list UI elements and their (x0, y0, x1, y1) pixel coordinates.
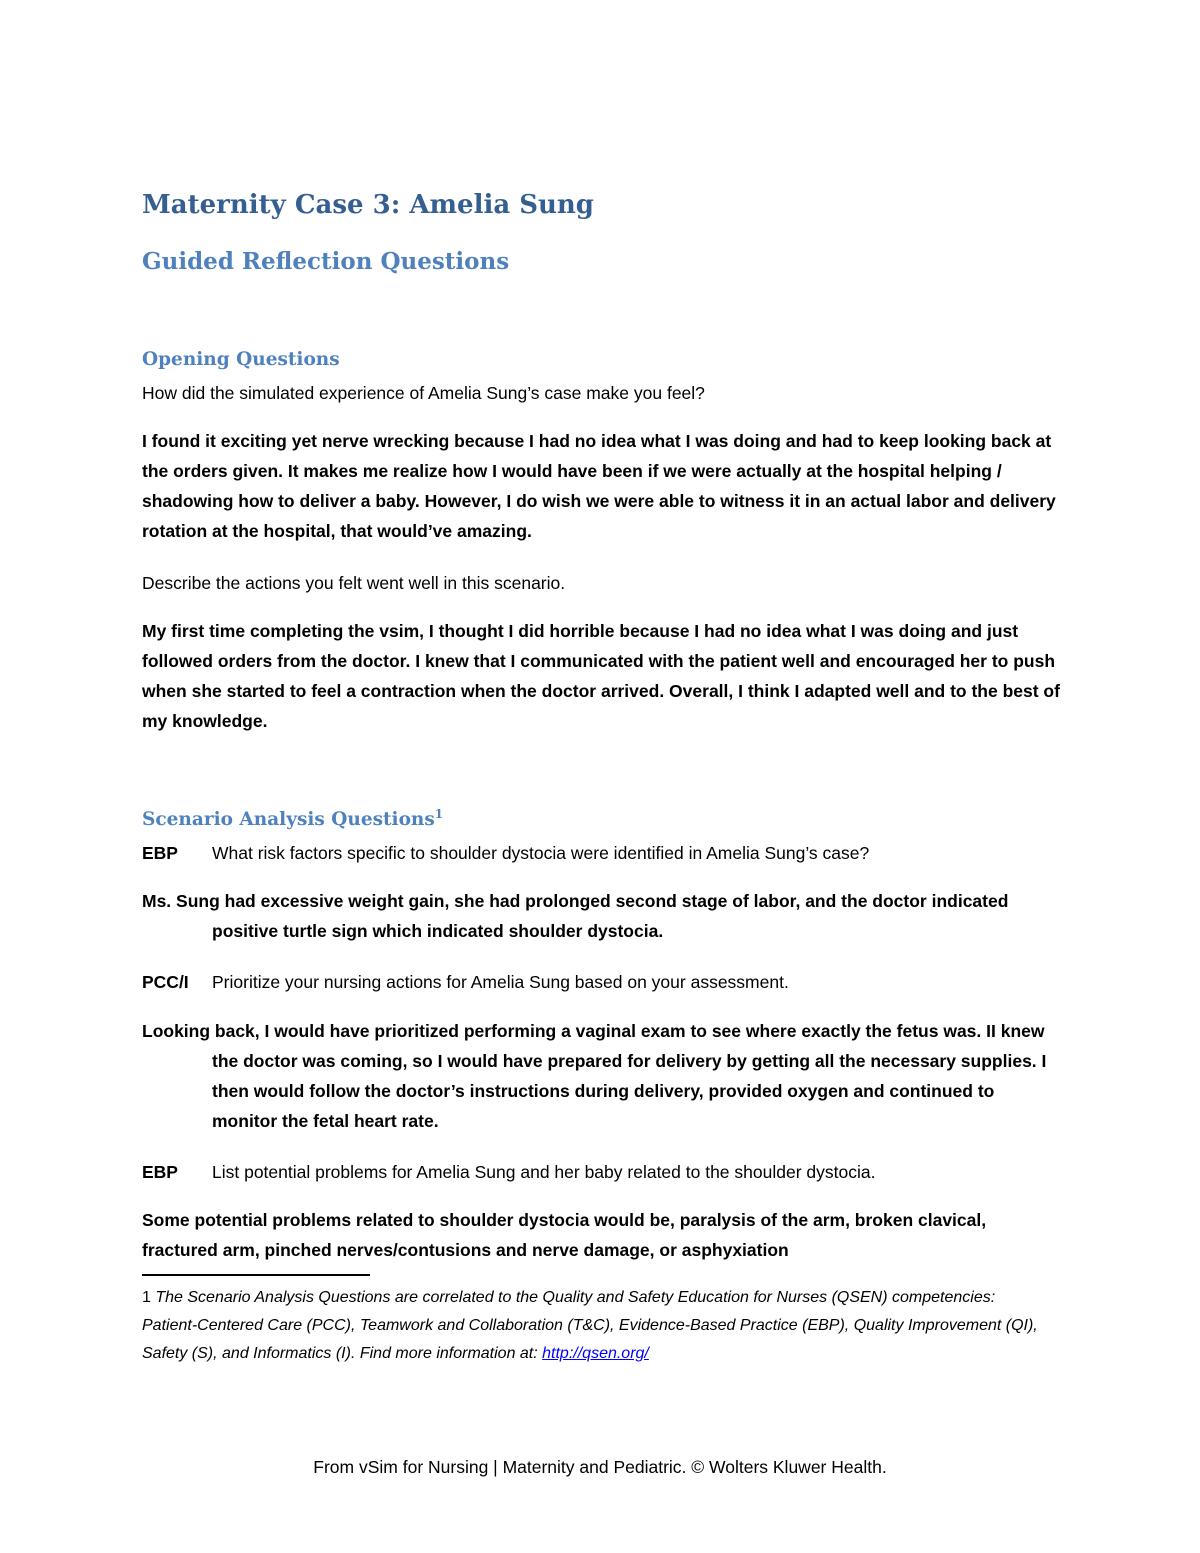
scenario-question-3 (142, 1157, 1062, 1187)
scenario-answer-1: Ms. Sung had excessive weight gain, she had prolonged second stage of labor, and the doctor indicated positive turtle sign which indicated shoulder dystocia. (142, 891, 1009, 941)
qsen-link[interactable]: http://qsen.org/ (542, 1345, 649, 1362)
footnote-number: 1 (142, 1289, 151, 1306)
document-subtitle: Guided Reflection Questions (142, 248, 510, 275)
competency-tag: EBP (142, 843, 178, 863)
scenario-question-2 (142, 967, 1062, 997)
scenario-answer-2: Looking back, I would have prioritized performing a vaginal exam to see where exactly the fetus was. II knew the doctor was coming, so I would have prepared for delivery by getting all the necessary supplies. I then would follow the doctor’s instructions during delivery, provided oxygen and continued to monitor the fetal heart rate. (142, 1021, 1047, 1131)
page-footer: From vSim for Nursing | Maternity and Pediatric. © Wolters Kluwer Health. (313, 1457, 887, 1477)
document-title: Maternity Case 3: Amelia Sung (142, 190, 594, 220)
scenario-analysis-heading (142, 806, 444, 830)
competency-tag: PCC/I (142, 972, 189, 992)
question-text: Prioritize your nursing actions for Amelia Sung based on your assessment. (212, 972, 789, 992)
competency-tag: EBP (142, 1162, 178, 1182)
opening-answer-2: My first time completing the vsim, I thought I did horrible because I had no idea what I was doing and just followed orders from the doctor. I knew that I communicated with the patient well and encouraged her to push when she started to feel a contraction when the doctor arrived. Overall, I think I adapted well and to the best of my knowledge. (142, 621, 1060, 731)
scenario-answer-3: Some potential problems related to shoulder dystocia would be, paralysis of the arm, broken clavical, fractured arm, pinched nerves/contusions and nerve damage, or asphyxiation (142, 1210, 987, 1260)
opening-answer-1: I found it exciting yet nerve wrecking because I had no idea what I was doing and had to keep looking back at the orders given. It makes me realize how I would have been if we were actually at the hospital helping / shadowing how to deliver a baby. However, I do wish we were able to witness it in an actual labor and delivery rotation at the hospital, that would’ve amazing. (142, 431, 1056, 541)
scenario-question-1 (142, 838, 1062, 868)
scenario-heading-text: Scenario Analysis Questions (142, 809, 435, 830)
question-text: What risk factors specific to shoulder dystocia were identified in Amelia Sung’s case? (212, 843, 870, 863)
question-text: List potential problems for Amelia Sung and her baby related to the shoulder dystocia. (212, 1162, 876, 1182)
footnote-separator (142, 1274, 370, 1276)
opening-question-2: Describe the actions you felt went well in this scenario. (142, 573, 566, 593)
footnote (142, 1284, 1042, 1368)
footnote-text: The Scenario Analysis Questions are correlated to the Quality and Safety Education for Nurses (QSEN) competencies: Patient-Centered Care (PCC), Teamwork and Collaboration (T&C), Evidence-Based Practice (EBP), Quality Improvement (QI), Safety (S), and Informatics (I). Find more information at: (142, 1289, 1038, 1362)
opening-question-1: How did the simulated experience of Amelia Sung’s case make you feel? (142, 383, 705, 403)
footnote-reference: 1 (434, 806, 444, 821)
opening-questions-heading: Opening Questions (142, 349, 340, 370)
